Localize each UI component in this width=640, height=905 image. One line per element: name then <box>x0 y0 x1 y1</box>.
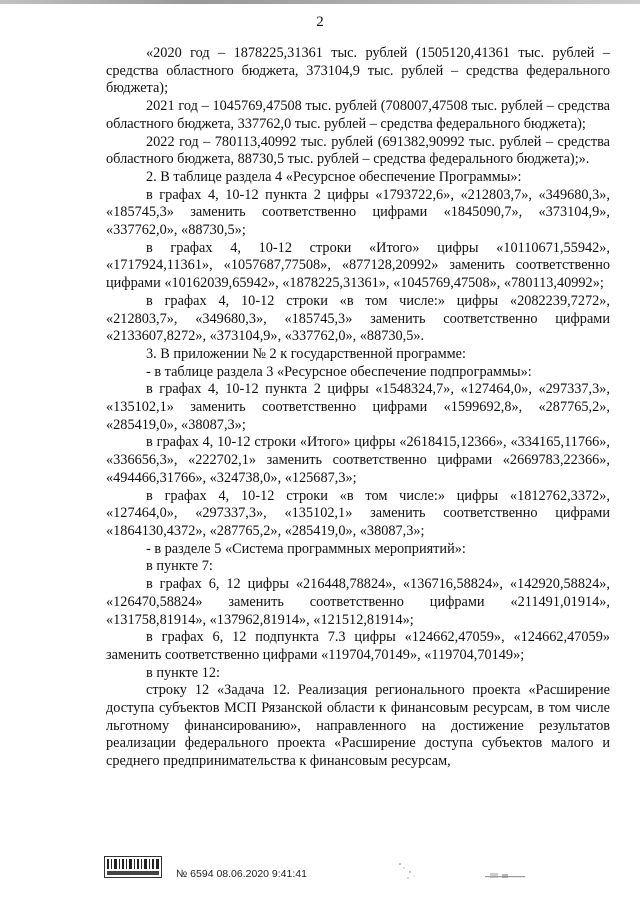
paragraph: 2022 год – 780113,40992 тыс. рублей (691382,90992 тыс. рублей – средства областного бюджета, 88730,5 тыс. рублей – средства федерального бюджета);». <box>106 133 610 168</box>
paragraph: в пункте 7: <box>146 558 213 575</box>
paragraph: в графах 6, 12 подпункта 7.3 цифры «124662,47059», «124662,47059» заменить соответственно цифрами «119704,70149», «119704,70149»; <box>106 629 610 663</box>
scan-noise <box>390 856 540 886</box>
paragraph: - в таблице раздела 3 «Ресурсное обеспечение подпрограммы»: <box>146 363 532 380</box>
paragraph: в графах 4, 10-12 пункта 2 цифры «1548324,7», «127464,0», «297337,3», «135102,1» заменить соответственно цифрами «1599692,8», «287765,2», «285419,0», «38087,3»; <box>106 381 610 433</box>
document-registration-mark: № 6594 08.06.2020 9:41:41 <box>176 868 307 880</box>
paragraph: «2020 год – 1878225,31361 тыс. рублей (1505120,41361 тыс. рублей – средства областного бюджета, 373104,9 тыс. рублей – средства федерального бюджета); <box>106 45 610 97</box>
document-body <box>106 45 610 771</box>
paragraph: строку 12 «Задача 12. Реализация регионального проекта «Расширение доступа субъектов МСП Рязанской области к финансовым ресурсам, в том числе льготному финансированию», направленного на достижение результатов реализации федерального проекта «Расширение доступа субъектов малого и среднего предпринимательства к финансовым ресурсам, <box>106 682 610 770</box>
paragraph: в графах 4, 10-12 строки «в том числе:» цифры «1812762,3372», «127464,0», «297337,3», «135102,1» заменить соответственно цифрами «1864130,4372», «287765,2», «285419,0», «38087,3»; <box>106 487 610 539</box>
paragraph: - в разделе 5 «Система программных мероприятий»: <box>146 540 466 557</box>
scan-edge <box>0 0 640 4</box>
paragraph: в графах 6, 12 цифры «216448,78824», «136716,58824», «142920,58824», «126470,58824» заменить соответственно цифрами «211491,01914», «131758,81914», «137962,81914», «121512,81914»; <box>106 576 610 628</box>
paragraph: в графах 4, 10-12 строки «Итого» цифры «2618415,12366», «334165,11766», «336656,3», «222702,1» заменить соответственно цифрами «2669783,22366», «494466,31766», «324738,0», «125687,3»; <box>106 434 610 486</box>
barcode-stamp-icon <box>104 856 162 878</box>
page-number: 2 <box>316 14 324 30</box>
paragraph: в пункте 12: <box>146 664 220 681</box>
paragraph: в графах 4, 10-12 строки «Итого» цифры «10110671,55942», «1717924,11361», «1057687,77508», «877128,20992» заменить соответственно цифрами «10162039,65942», «1878225,31361», «1045769,47508», «780113,40992»; <box>106 239 610 292</box>
paragraph: 3. В приложении № 2 к государственной программе: <box>146 345 466 362</box>
paragraph: 2021 год – 1045769,47508 тыс. рублей (708007,47508 тыс. рублей – средства областного бюджета, 337762,0 тыс. рублей – средства федерального бюджета); <box>106 98 610 132</box>
paragraph: в графах 4, 10-12 пункта 2 цифры «1793722,6», «212803,7», «349680,3», «185745,3» заменить соответственно цифрами «1845090,7», «373104,9», «337762,0», «88730,5»; <box>106 186 610 239</box>
paragraph: 2. В таблице раздела 4 «Ресурсное обеспечение Программы»: <box>146 168 522 185</box>
page-footer <box>0 848 640 898</box>
paragraph: в графах 4, 10-12 строки «в том числе:» цифры «2082239,7272», «212803,7», «349680,3», «185745,3» заменить соответственно цифрами «2133607,8272», «373104,9», «337762,0», «88730,5». <box>106 292 610 345</box>
